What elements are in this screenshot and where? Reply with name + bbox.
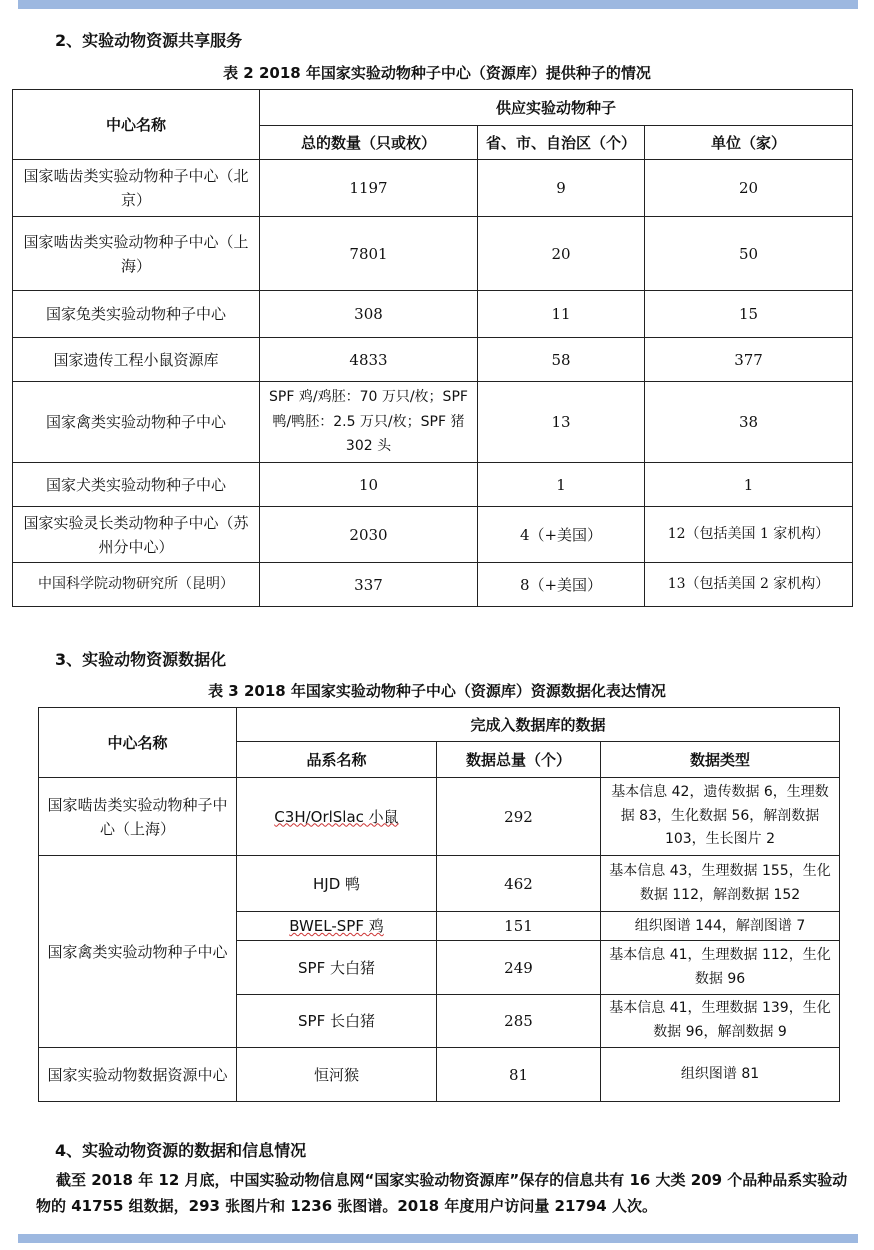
unit-count: 20 — [645, 160, 853, 217]
table-row — [13, 563, 853, 607]
table2 — [12, 89, 853, 607]
table-row — [13, 338, 853, 382]
strain-name: HJD 鸭 — [237, 856, 437, 912]
center-name: 国家实验动物数据资源中心 — [39, 1048, 237, 1102]
total-count: 4833 — [260, 338, 478, 382]
table-row — [39, 1048, 840, 1102]
data-type: 组织图谱 144，解剖图谱 7 — [601, 912, 840, 941]
center-name: 中国科学院动物研究所（昆明） — [13, 563, 260, 607]
table2-header-total: 总的数量（只或枚） — [260, 126, 478, 160]
table2-caption: 表 2 2018 年国家实验动物种子中心（资源库）提供种子的情况 — [223, 64, 651, 82]
data-type: 基本信息 42，遗传数据 6，生理数据 83，生化数据 56，解剖数据 103，生长图片 2 — [601, 778, 840, 856]
top-decor-bar — [18, 0, 858, 9]
center-name: 国家遗传工程小鼠资源库 — [13, 338, 260, 382]
table2-header-units: 单位（家） — [645, 126, 853, 160]
unit-count: 13（包括美国 2 家机构） — [645, 563, 853, 607]
center-name: 国家犬类实验动物种子中心 — [13, 463, 260, 507]
province-count: 11 — [478, 291, 645, 338]
table-row — [13, 217, 853, 291]
strain-name — [237, 912, 437, 941]
province-count: 1 — [478, 463, 645, 507]
province-count: 20 — [478, 217, 645, 291]
data-total: 462 — [437, 856, 601, 912]
total-count: 2030 — [260, 507, 478, 563]
total-count: 308 — [260, 291, 478, 338]
data-total: 292 — [437, 778, 601, 856]
province-count: 8（+美国） — [478, 563, 645, 607]
province-count: 4（+美国） — [478, 507, 645, 563]
data-type: 基本信息 43，生理数据 155，生化数据 112，解剖数据 152 — [601, 856, 840, 912]
total-count: 10 — [260, 463, 478, 507]
table-row — [13, 463, 853, 507]
province-count: 58 — [478, 338, 645, 382]
table3-header-type: 数据类型 — [601, 742, 840, 778]
strain-name: 恒河猴 — [237, 1048, 437, 1102]
bottom-decor-bar — [18, 1234, 858, 1243]
section-heading-2: 2、实验动物资源共享服务 — [55, 31, 243, 50]
data-total: 81 — [437, 1048, 601, 1102]
strain-name: SPF 大白猪 — [237, 941, 437, 995]
unit-count: 38 — [645, 382, 853, 463]
data-type: 基本信息 41，生理数据 112，生化数据 96 — [601, 941, 840, 995]
section-heading-3: 3、实验动物资源数据化 — [55, 650, 227, 669]
total-count: SPF 鸡/鸡胚：70 万只/枚；SPF 鸭/鸭胚：2.5 万只/枚；SPF 猪 302 头 — [260, 382, 478, 463]
table3-header-total: 数据总量（个） — [437, 742, 601, 778]
strain-name-text: BWEL-SPF 鸡 — [289, 917, 384, 935]
table-row — [39, 856, 840, 912]
section-heading-4: 4、实验动物资源的数据和信息情况 — [55, 1141, 307, 1160]
table2-header-center: 中心名称 — [13, 90, 260, 160]
total-count: 337 — [260, 563, 478, 607]
data-type: 组织图谱 81 — [601, 1048, 840, 1102]
table2-header-group: 供应实验动物种子 — [260, 90, 853, 126]
table3-caption: 表 3 2018 年国家实验动物种子中心（资源库）资源数据化表达情况 — [208, 682, 666, 700]
province-count: 13 — [478, 382, 645, 463]
table3-header-strain: 品系名称 — [237, 742, 437, 778]
total-count: 7801 — [260, 217, 478, 291]
center-name: 国家啮齿类实验动物种子中心（上海） — [39, 778, 237, 856]
data-total: 151 — [437, 912, 601, 941]
province-count: 9 — [478, 160, 645, 217]
table-row — [13, 291, 853, 338]
unit-count: 15 — [645, 291, 853, 338]
center-name: 国家啮齿类实验动物种子中心（北京） — [13, 160, 260, 217]
center-name: 国家禽类实验动物种子中心 — [39, 856, 237, 1048]
table-row — [13, 382, 853, 463]
table2-header-prov: 省、市、自治区（个） — [478, 126, 645, 160]
center-name: 国家兔类实验动物种子中心 — [13, 291, 260, 338]
center-name: 国家禽类实验动物种子中心 — [13, 382, 260, 463]
unit-count: 1 — [645, 463, 853, 507]
strain-name-text: C3H/OrlSlac 小鼠 — [274, 807, 399, 826]
unit-count: 12（包括美国 1 家机构） — [645, 507, 853, 563]
center-name: 国家实验灵长类动物种子中心（苏州分中心） — [13, 507, 260, 563]
strain-name — [237, 778, 437, 856]
table-row — [13, 507, 853, 563]
summary-paragraph: 截至 2018 年 12 月底，中国实验动物信息网“国家实验动物资源库”保存的信息共有 16 大类 209 个品种品系实验动物的 41755 组数据，293 张图片和 1236 张图谱。2018 年度用户访问量 21794 人次。 — [36, 1171, 848, 1215]
unit-count: 377 — [645, 338, 853, 382]
data-type: 基本信息 41，生理数据 139，生化数据 96，解剖数据 9 — [601, 995, 840, 1048]
table3-header-center: 中心名称 — [39, 708, 237, 778]
table-row — [13, 160, 853, 217]
table-row — [39, 778, 840, 856]
data-total: 285 — [437, 995, 601, 1048]
center-name: 国家啮齿类实验动物种子中心（上海） — [13, 217, 260, 291]
total-count: 1197 — [260, 160, 478, 217]
strain-name: SPF 长白猪 — [237, 995, 437, 1048]
table3-header-group: 完成入数据库的数据 — [237, 708, 840, 742]
unit-count: 50 — [645, 217, 853, 291]
table3 — [38, 707, 840, 1102]
data-total: 249 — [437, 941, 601, 995]
